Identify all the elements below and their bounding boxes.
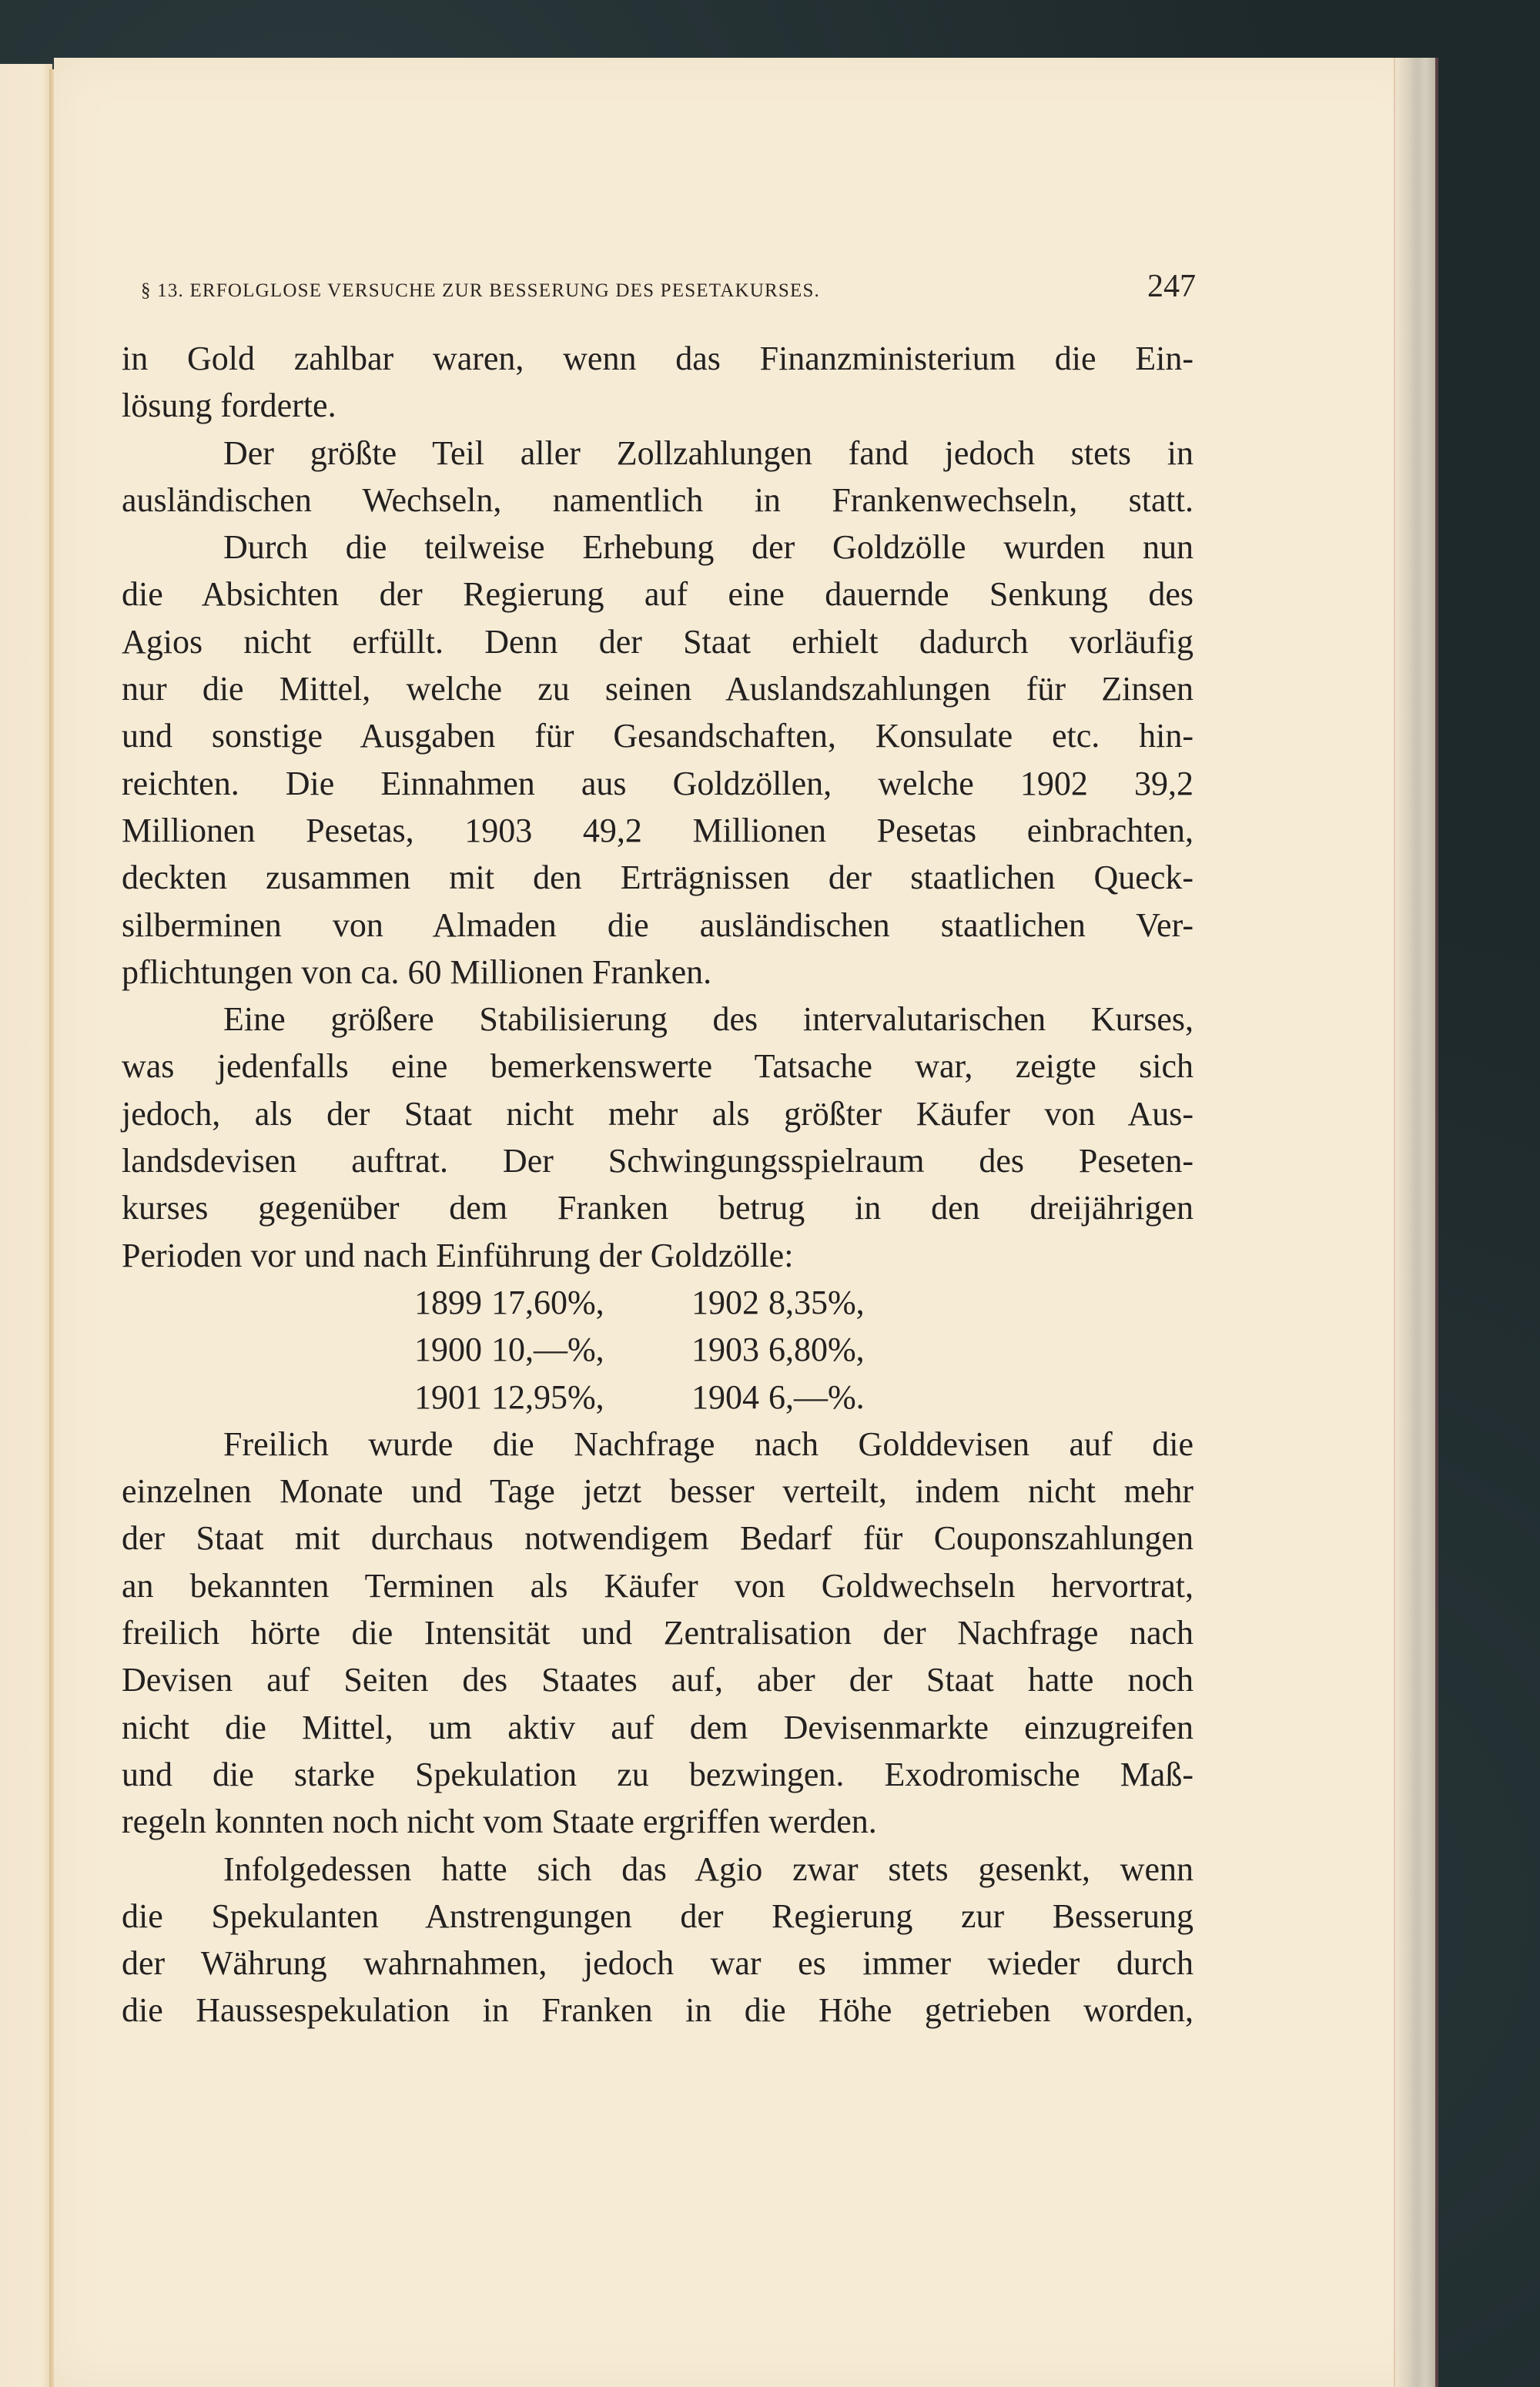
text-line: kurses gegenüber dem Franken betrug in den dreijährigen (122, 1189, 1194, 1227)
text-line: der Staat mit durchaus notwendigem Bedarf für Couponszahlungen (122, 1519, 1194, 1558)
text-line: die Spekulanten Anstrengungen der Regierung zur Besserung (122, 1897, 1194, 1935)
chapter-heading: § 13. ERFOLGLOSE VERSUCHE ZUR BESSERUNG DES PESETAKURSES. (141, 280, 821, 301)
text-line: lösung forderte. (122, 387, 336, 425)
text-line: einzelnen Monate und Tage jetzt besser verteilt, indem nicht mehr (122, 1472, 1194, 1511)
running-head (141, 268, 1196, 305)
table-cell: 1900 10,—%, (414, 1331, 604, 1369)
text-line: Devisen auf Seiten des Staates auf, aber der Staat hatte noch (122, 1661, 1194, 1699)
paragraph-5 (122, 1421, 1194, 1846)
text-line: nicht die Mittel, um aktiv auf dem Devisenmarkte einzugreifen (122, 1708, 1194, 1746)
paragraph-6 (122, 1846, 1194, 2034)
paragraph-2 (122, 430, 1194, 524)
text-line: silberminen von Almaden die ausländischen staatlichen Ver- (122, 906, 1194, 944)
text-line: Agios nicht erfüllt. Denn der Staat erhielt dadurch vorläufig (122, 622, 1194, 661)
text-line: die Absichten der Regierung auf eine dauernde Senkung des (122, 575, 1194, 614)
text-line: Durch die teilweise Erhebung der Goldzölle wurden nun (223, 528, 1194, 567)
text-line: Infolgedessen hatte sich das Agio zwar stets gesenkt, wenn (223, 1850, 1194, 1888)
page-block-edge (1395, 58, 1438, 2387)
text-line: freilich hörte die Intensität und Zentralisation der Nachfrage nach (122, 1614, 1194, 1652)
paragraph-3 (122, 524, 1194, 996)
text-line: in Gold zahlbar waren, wenn das Finanzministerium die Ein- (122, 340, 1194, 377)
text-line: Eine größere Stabilisierung des intervalutarischen Kurses, (223, 1000, 1194, 1039)
text-line: regeln konnten noch nicht vom Staate ergriffen werden. (122, 1803, 877, 1841)
text-line: deckten zusammen mit den Erträgnissen der staatlichen Queck- (122, 859, 1194, 897)
text-line: pflichtungen von ca. 60 Millionen Franken. (122, 952, 712, 991)
table-cell: 1901 12,95%, (414, 1378, 604, 1416)
text-line: ausländischen Wechseln, namentlich in Frankenwechseln, statt. (122, 480, 1194, 519)
text-line: Der größte Teil aller Zollzahlungen fand jedoch stets in (223, 434, 1194, 472)
text-line: die Haussespekulation in Franken in die Höhe getrieben worden, (122, 1991, 1194, 2030)
table-cell: 1899 17,60%, (414, 1283, 604, 1321)
text-line: nur die Mittel, welche zu seinen Auslandszahlungen für Zinsen (122, 670, 1194, 708)
text-line: der Währung wahrnahmen, jedoch war es immer wieder durch (122, 1944, 1194, 1983)
text-line: und sonstige Ausgaben für Gesandschaften, Konsulate etc. hin- (122, 717, 1194, 755)
body-text (122, 335, 1194, 2034)
exchange-range-table (414, 1279, 969, 1421)
text-line: Millionen Pesetas, 1903 49,2 Millionen Pesetas einbrachten, (122, 811, 1194, 849)
text-line: und die starke Spekulation zu bezwingen. Exodromische Maß- (122, 1755, 1194, 1793)
paragraph-1 (122, 335, 1194, 430)
paragraph-4 (122, 996, 1194, 1279)
text-line: reichten. Die Einnahmen aus Goldzöllen, welche 1902 39,2 (122, 764, 1194, 802)
text-line: landsdevisen auftrat. Der Schwingungsspielraum des Peseten- (122, 1142, 1194, 1180)
table-cell: 1903 6,80%, (691, 1331, 865, 1369)
text-line: an bekannten Terminen als Käufer von Goldwechseln hervortrat, (122, 1566, 1194, 1605)
text-line: jedoch, als der Staat nicht mehr als größter Käufer von Aus- (122, 1094, 1194, 1133)
table-cell: 1904 6,—%. (691, 1378, 865, 1416)
page-number: 247 (1147, 269, 1196, 304)
text-line: Freilich wurde die Nachfrage nach Golddevisen auf die (223, 1424, 1194, 1463)
text-line: Perioden vor und nach Einführung der Goldzölle: (122, 1236, 794, 1274)
table-cell: 1902 8,35%, (691, 1283, 865, 1321)
text-line: was jedenfalls eine bemerkenswerte Tatsache war, zeigte sich (122, 1047, 1194, 1086)
facing-page-edge (0, 64, 52, 2387)
